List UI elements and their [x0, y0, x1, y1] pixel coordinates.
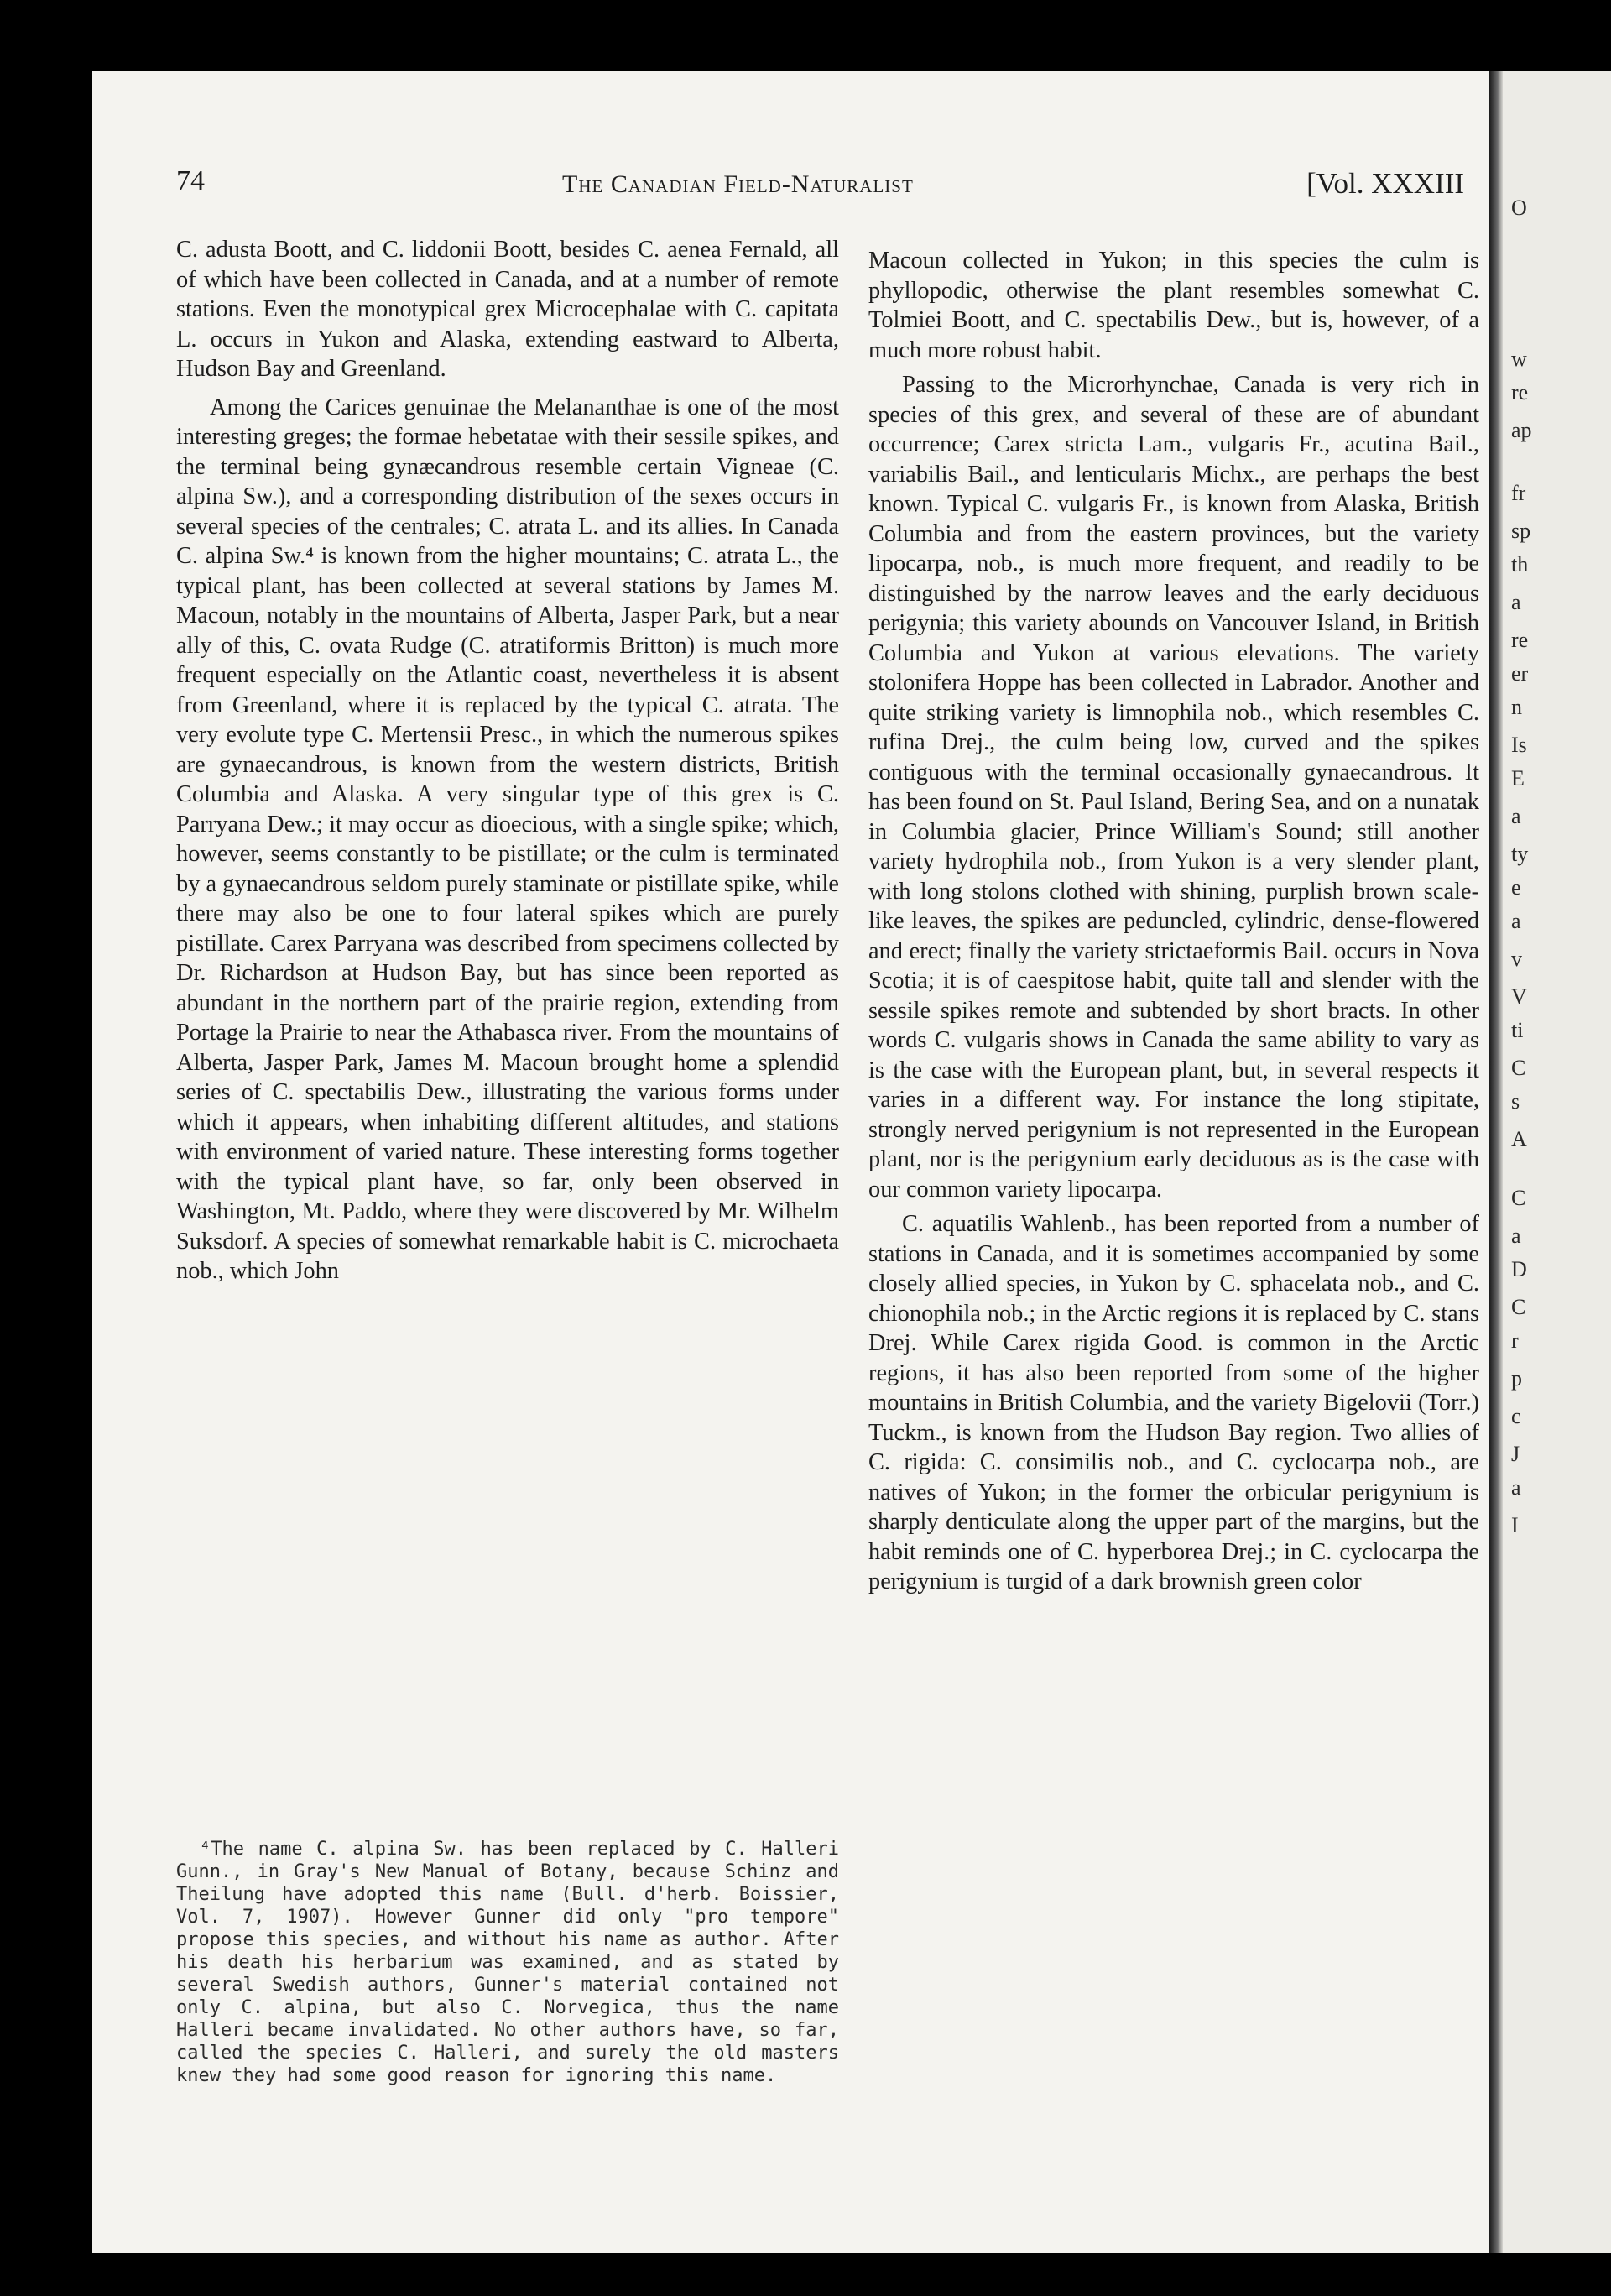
adjacent-page-fragment: a: [1511, 1224, 1521, 1248]
volume-label: [Vol. XXXIII: [1306, 167, 1464, 200]
adjacent-page-fragment: fr: [1511, 481, 1526, 505]
adjacent-page-fragment: Is: [1511, 733, 1527, 757]
adjacent-page-fragment: e: [1511, 875, 1521, 900]
journal-title: The Canadian Field-Naturalist: [562, 170, 914, 198]
adjacent-page-fragment: v: [1511, 947, 1522, 971]
adjacent-page-fragment: ty: [1511, 842, 1529, 866]
footnote: [176, 1838, 839, 2087]
left-paragraph-2: Among the Carices genuinae the Melananthae is one of the most interesting greges; the formae hebetatae with their sessile spikes, and the terminal being gynæcandrous resemble certain Vigneae (C. alpina Sw.), and a corresponding distribution of the sexes occurs in several species of the centrales; C. atrata L. and its allies. In Canada C. alpina Sw.⁴ is known from the higher mountains; C. atrata L., the typical plant, has been collected at several stations by James M. Macoun, notably in the mountains of Alberta, Jasper Park, but a near ally of this, C. ovata Rudge (C. atratiformis Britton) is much more frequent especially on the Atlantic coast, nevertheless it is absent from Greenland, where it is replaced by the typical C. atrata. The very evolute type C. Mertensii Presc., in which the numerous spikes are gynaecandrous, is known from the western districts, British Columbia and Alaska. A very singular type of this grex is C. Parryana Dew.; it may occur as dioecious, with a single spike; which, however, seems constantly to be pistillate; or the culm is terminated by a gynaecandrous seldom purely staminate or pistillate spike, while there may also be one to four lateral spikes which are purely pistillate. Carex Parryana was described from specimens collected by Dr. Richardson at Hudson Bay, but has since been reported as abundant in the northern part of the prairie region, extending from Portage la Prairie to near the Athabasca river. From the mountains of Alberta, Jasper Park, James M. Macoun brought home a splendid series of C. spectabilis Dew., illustrating the various forms under which it appears, when inhabiting different altitudes, and stations with environment of varied nature. These interesting forms together with the typical plant have, so far, only been observed in Washington, Mt. Paddo, where they were discovered by Mr. Wilhelm Suksdorf. A species of somewhat remarkable habit is C. microchaeta nob., which John: [176, 394, 840, 1284]
adjacent-page-fragment: E: [1511, 766, 1525, 791]
adjacent-page-fragment: A: [1511, 1127, 1527, 1151]
adjacent-page-fragment: C: [1511, 1295, 1526, 1319]
binding-gutter: [1489, 71, 1503, 2253]
book-page: [92, 71, 1489, 2253]
adjacent-page-fragment: I: [1511, 1513, 1519, 1537]
footnote-text: ⁴The name C. alpina Sw. has been replaced by C. Halleri Gunn., in Gray's New Manual of Botany, because Schinz and Theilung have adopted this name (Bull. d'herb. Boissier, Vol. 7, 1907). However Gunner did only "pro tempore" propose this species, and without his name as author. After his death his herbarium was examined, and as stated by several Swedish authors, Gunner's material contained not only C. alpina, but also C. Norvegica, thus the name Halleri became invalidated. No other authors have, so far, called the species C. Halleri, and surely the old masters knew they had some good reason for ignoring this name.: [176, 1839, 839, 2086]
running-header: [176, 165, 1473, 216]
adjacent-page-fragment: ap: [1511, 418, 1532, 442]
adjacent-page-fragment: C: [1511, 1056, 1526, 1080]
adjacent-page-fragment: p: [1511, 1366, 1522, 1391]
adjacent-page-fragment: w: [1511, 347, 1527, 371]
adjacent-page-fragment: J: [1511, 1442, 1520, 1466]
adjacent-page-fragment: ti: [1511, 1018, 1524, 1042]
adjacent-page-fragment: sp: [1511, 519, 1531, 543]
adjacent-page-fragment: a: [1511, 804, 1521, 828]
right-paragraph-1: Macoun collected in Yukon; in this species the culm is phyllopodic, otherwise the plant resembles somewhat C. Tolmiei Boott, and C. spectabilis Dew., but is, however, of a much more robust habit.: [868, 248, 1479, 363]
adjacent-page-fragment: D: [1511, 1257, 1527, 1281]
adjacent-page-fragment: th: [1511, 552, 1529, 577]
adjacent-page-fragment: C: [1511, 1186, 1526, 1210]
right-paragraph-3: C. aquatilis Wahlenb., has been reported from a number of stations in Canada, and it is sometimes accompanied by some closely allied species, in Yukon by C. sphacelata nob., and C. chionophila nob.; in the Arctic regions it is replaced by C. stans Drej. While Carex rigida Good. is common in the Arctic regions, it has also been reported from some of the higher mountains in British Columbia, and the variety Bigelovii (Torr.) Tuckm., is known from the Hudson Bay region. Two allies of C. rigida: C. consimilis nob., and C. cyclocarpa nob., are natives of Yukon; in the former the orbicular perigynium is sharply denticulate along the upper part of the margins, but the habit reminds one of C. hyperborea Drej.; in C. cyclocarpa the perigynium is turgid of a dark brownish green color: [868, 1211, 1479, 1594]
right-column: [868, 246, 1479, 1597]
left-paragraph-1: C. adusta Boott, and C. liddonii Boott, besides C. aenea Fernald, all of which have been collected in Canada, and at a number of remote stations. Even the monotypical grex Microcephalae with C. capitata L. occurs in Yukon and Alaska, extending eastward to Alberta, Hudson Bay and Greenland.: [176, 237, 839, 382]
page-number: 74: [176, 165, 205, 196]
adjacent-page-fragment: r: [1511, 1328, 1519, 1353]
adjacent-page-fragment: re: [1511, 628, 1529, 652]
adjacent-page-fragment: er: [1511, 661, 1529, 686]
adjacent-page-fragment: re: [1511, 380, 1529, 404]
adjacent-page-fragment: a: [1511, 909, 1521, 933]
adjacent-page-fragment: c: [1511, 1404, 1521, 1428]
adjacent-page-fragment: V: [1511, 984, 1527, 1009]
adjacent-page-fragment: s: [1511, 1089, 1520, 1114]
left-column: [176, 235, 839, 1286]
adjacent-page-fragment: a: [1511, 590, 1521, 614]
adjacent-page-edge: [1489, 71, 1611, 2253]
adjacent-page-fragment: n: [1511, 695, 1522, 719]
adjacent-page-fragment: O: [1511, 196, 1527, 220]
right-paragraph-2: Passing to the Microrhynchae, Canada is very rich in species of this grex, and several of these are of abundant occurrence; Carex stricta Lam., vulgaris Fr., acutina Bail., variabilis Bail., and lenticularis Michx., are perhaps the best known. Typical C. vulgaris Fr., is known from Alaska, British Columbia and from the eastern provinces, but the variety lipocarpa, nob., is much more frequent, and readily to be distinguished by the narrow leaves and the early deciduous perigynia; this variety abounds on Vancouver Island, in British Columbia and Yukon at various elevations. The variety stolonifera Hoppe has been collected in Labrador. Another and quite striking variety is limnophila nob., which resembles C. rufina Drej., the culm being low, curved and the spikes contiguous with the terminal occasionally gynaecandrous. It has been found on St. Paul Island, Bering Sea, and on a nunatak in Columbia glacier, Prince William's Sound; still another variety hydrophila nob., from Yukon is a very slender plant, with long stolons clothed with shining, purplish brown scale-like leaves, the spikes are peduncled, cylindric, dense-flowered and erect; finally the variety strictaeformis Bail. occurs in Nova Scotia; it is of caespitose habit, quite tall and slender with the sessile spikes remote and subtended by short bracts. In other words C. vulgaris shows in Canada the same ability to vary as is the case with the European plant, but, in several respects it varies in a different way. For instance the long stipitate, strongly nerved perigynium is not represented in the European plant, nor is the perigynium early deciduous as is the case with our common variety lipocarpa.: [868, 372, 1479, 1203]
adjacent-page-fragment: a: [1511, 1475, 1521, 1500]
